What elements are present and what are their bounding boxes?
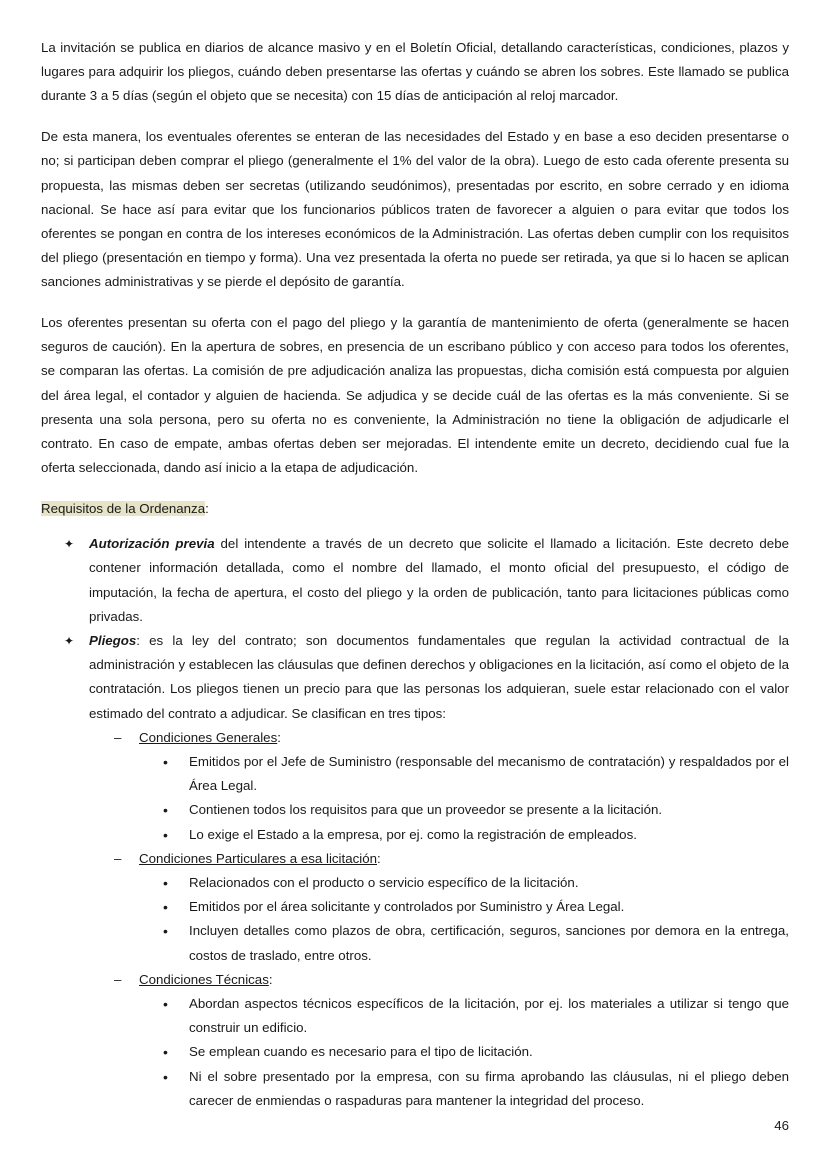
document-page xyxy=(41,36,789,1113)
term-pliegos: Pliegos xyxy=(89,632,137,648)
subtype-tecnicas xyxy=(114,968,789,1113)
star-bullet-icon: ✦ xyxy=(64,633,75,648)
text-pliegos: : es la ley del contrato; son documentos fundamentales que regulan la actividad contractual de la administración y establecen las cláusulas que definen derechos y obligaciones en la licitación, así como el objeto de la contratación. Los pliegos tienen un precio para que las personas los adquieran, suele estar relacionado con el valor estimado del contrato a adjudicar. Se clasifican en tres tipos: xyxy=(89,632,789,721)
star-bullet-icon: ✦ xyxy=(64,537,75,552)
requisitos-heading-line xyxy=(41,497,789,521)
dash-bullet-icon: – xyxy=(114,971,122,987)
subtype-points xyxy=(139,871,789,968)
text-autorizacion: del intendente a través de un decreto que solicite el llamado a licitación. Este decreto debe contener información detallada, como el nombre del llamado, el monto oficial del presupuesto, el código de imputación, la fecha de apertura, el costo del pliego y la orden de publicación, tanto para licitaciones públicas como privadas. xyxy=(89,536,789,624)
requisitos-heading: Requisitos de la Ordenanza xyxy=(41,500,206,516)
list-item xyxy=(163,895,789,919)
dot-bullet-icon: • xyxy=(163,1044,168,1061)
list-item xyxy=(163,823,789,847)
requisitos-heading-colon: : xyxy=(205,500,209,516)
dash-bullet-icon: – xyxy=(114,729,122,745)
subtype-title: Condiciones Particulares a esa licitación xyxy=(139,850,377,866)
dot-bullet-icon: • xyxy=(163,1068,168,1085)
dot-bullet-icon: • xyxy=(163,802,168,819)
subtype-particulares xyxy=(114,847,789,968)
dot-bullet-icon: • xyxy=(163,753,168,770)
dot-bullet-icon: • xyxy=(163,996,168,1013)
pliego-types-list xyxy=(89,726,789,1113)
point-text: Se emplean cuando es necesario para el tipo de licitación. xyxy=(189,1044,533,1060)
list-item xyxy=(163,919,789,967)
point-text: Lo exige el Estado a la empresa, por ej. como la registración de empleados. xyxy=(189,826,637,842)
requisitos-list xyxy=(41,532,789,1113)
dot-bullet-icon: • xyxy=(163,923,168,940)
subtype-colon: : xyxy=(268,971,273,987)
subtype-title: Condiciones Generales xyxy=(139,729,278,745)
list-item xyxy=(163,1040,789,1064)
point-text: Ni el sobre presentado por la empresa, con su firma aprobando las cláusulas, ni el pliego deben carecer de enmiendas o raspaduras para mantener la integridad del proceso. xyxy=(189,1068,789,1108)
subtype-title: Condiciones Técnicas xyxy=(139,971,269,987)
dash-bullet-icon: – xyxy=(114,850,122,866)
list-item-pliegos xyxy=(64,629,789,1113)
point-text: Abordan aspectos técnicos específicos de la licitación, por ej. los materiales a utilizar si tengo que construir un edificio. xyxy=(189,996,789,1036)
point-text: Incluyen detalles como plazos de obra, certificación, seguros, sanciones por demora en la entrega, costos de traslado, entre otros. xyxy=(189,923,789,963)
list-item xyxy=(163,992,789,1040)
paragraph-invitacion: La invitación se publica en diarios de alcance masivo y en el Boletín Oficial, detallando características, condiciones, plazos y lugares para adquirir los pliegos, cuándo deben presentarse las ofertas y cuándo se abren los sobres. Este llamado se publica durante 3 a 5 días (según el objeto que se necesita) con 15 días de anticipación al reloj marcador. xyxy=(41,40,789,104)
term-autorizacion: Autorización previa xyxy=(89,536,215,552)
dot-bullet-icon: • xyxy=(163,875,168,891)
subtype-colon: : xyxy=(277,729,281,745)
list-item-autorizacion xyxy=(64,532,789,629)
page-number: 46 xyxy=(774,1118,789,1133)
dot-bullet-icon: • xyxy=(163,826,168,843)
point-text: Contienen todos los requisitos para que un proveedor se presente a la licitación. xyxy=(189,802,663,818)
paragraph-apertura: Los oferentes presentan su oferta con el pago del pliego y la garantía de mantenimiento de oferta (generalmente se hacen seguros de caución). En la apertura de sobres, en presencia de un escribano público y con acceso para todos los oferentes, se comparan las ofertas. La comisión de pre adjudicación analiza las propuestas, dicha comisión está compuesta por alguien del área legal, el contador y alguien de hacienda. Se adjudica y se decide cuál de las ofertas es la más conveniente. Si se presenta una sola persona, pero su oferta no es conveniente, la Administración no tiene la obligación de adjudicarle el contrato. En caso de empate, ambas ofertas deben ser mejoradas. El intendente emite un decreto, decidiendo cual fue la oferta seleccionada, dando así inicio a la etapa de adjudicación. xyxy=(41,315,789,476)
point-text: Relacionados con el producto o servicio específico de la licitación. xyxy=(189,875,579,890)
subtype-points xyxy=(139,750,789,847)
list-item xyxy=(163,871,789,895)
point-text: Emitidos por el área solicitante y controlados por Suministro y Área Legal. xyxy=(189,899,625,915)
subtype-colon: : xyxy=(377,850,381,866)
subtype-generales xyxy=(114,726,789,847)
list-item xyxy=(163,750,789,798)
list-item xyxy=(163,1065,789,1113)
list-item xyxy=(163,798,789,822)
paragraph-oferentes: De esta manera, los eventuales oferentes se enteran de las necesidades del Estado y en base a eso deciden presentarse o no; si participan deben comprar el pliego (generalmente el 1% del valor de la obra). Luego de esto cada oferente presenta su propuesta, las mismas deben ser secretas (utilizando seudónimos), presentadas por escrito, en sobre cerrado y en idioma nacional. Se hace así para evitar que los funcionarios públicos traten de favorecer a alguien o para evitar que todos los oferentes se pongan en contra de los intereses económicos de la Administración. Las ofertas deben cumplir con los requisitos del pliego (presentación en tiempo y forma). Una vez presentada la oferta no puede ser retirada, ya que si lo hacen se aplican sanciones administrativas y se pierde el depósito de garantía. xyxy=(41,129,789,290)
point-text: Emitidos por el Jefe de Suministro (responsable del mecanismo de contratación) y respaldados por el Área Legal. xyxy=(189,753,789,794)
dot-bullet-icon: • xyxy=(163,899,168,916)
subtype-points xyxy=(139,992,789,1113)
